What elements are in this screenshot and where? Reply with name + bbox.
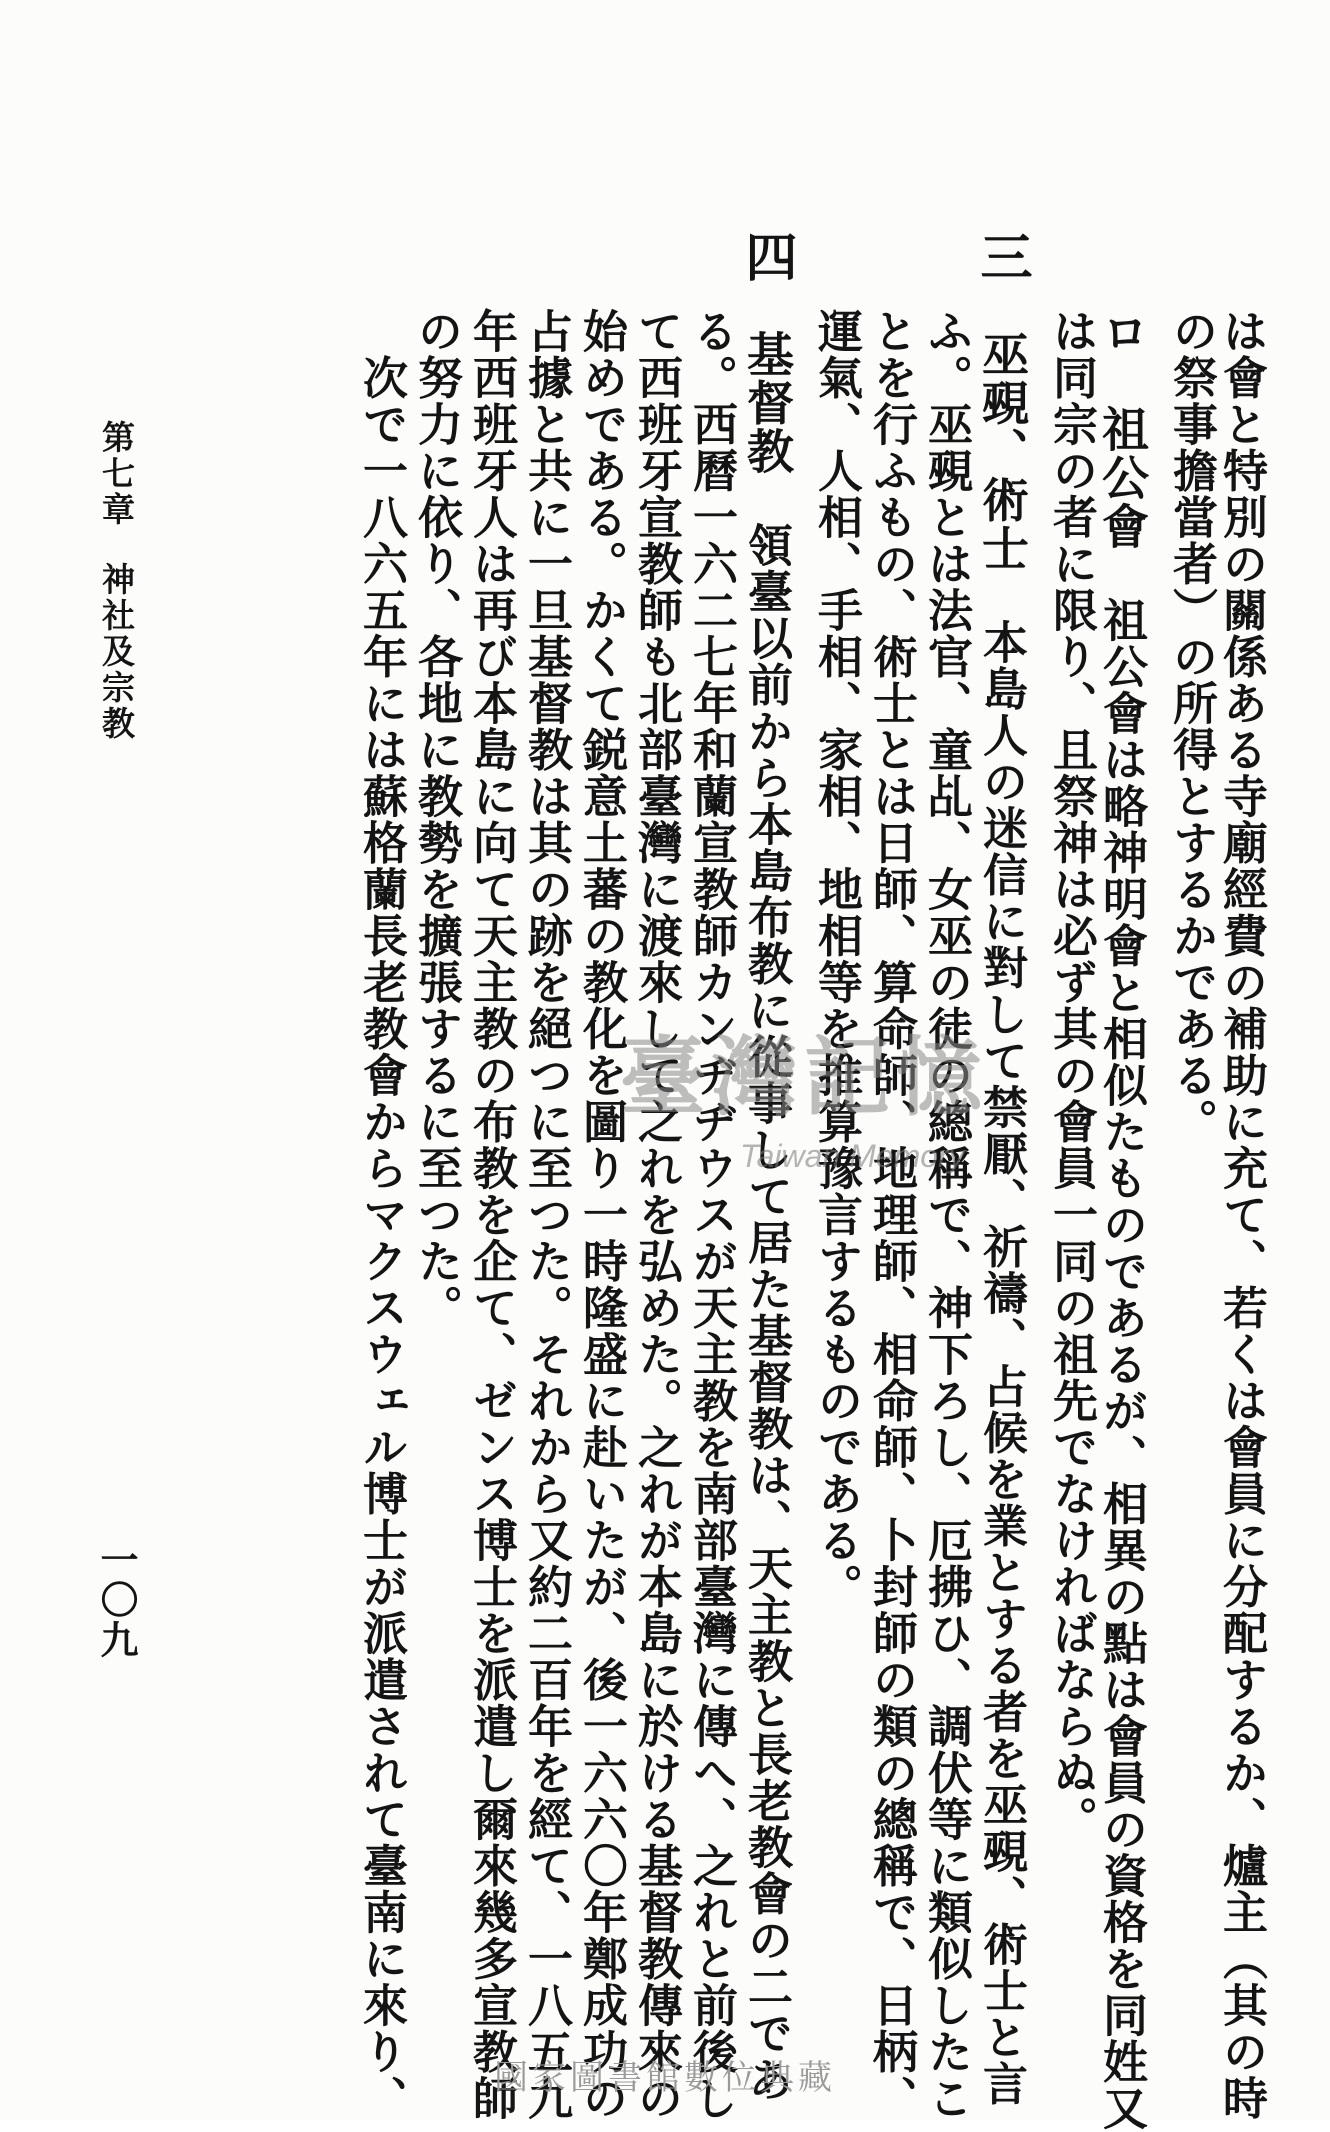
column-text: は同宗の者に限り、且祭神は必ず其の會員一同の祖先でなければならぬ。 <box>1045 308 1098 1843</box>
column-text: 領臺以前から本島布教に從事して居た基督教は、天主教と長老教會の二であ <box>740 522 793 2103</box>
text-column-4 <box>1045 308 1097 1843</box>
chapter-title: 神社及宗教 <box>97 562 136 742</box>
text-column-7 <box>865 308 917 2122</box>
column-text: 次で一八六五年には蘇格蘭長老教會からマクスウェル博士が派遣されて臺南に來り、 <box>355 354 408 2122</box>
column-text: の努力に依り、各地に教勢を擴張するに至つた。 <box>410 308 463 1331</box>
section-heading: 巫覡、術士 <box>974 330 1029 573</box>
column-text: ふ。巫覡とは法官、童乩、女巫の徒の總稱で、神下ろし、厄拂ひ、調伏等に類似したこ <box>920 308 973 2122</box>
chapter-label: 第七章 <box>97 420 136 528</box>
column-text: 年西班牙人は再び本島に向て天主教の布教を企て、ゼンス博士を派遣し爾來幾多宣教師 <box>465 308 518 2122</box>
section-heading: 基督教 <box>739 330 794 476</box>
column-text: 始めである。かくて鋭意土蕃の教化を圖り一時隆盛に赴いたが、後一六六〇年鄭成功の <box>575 308 628 2122</box>
column-text: 占據と共に一旦基督教は其の跡を絕つに至つた。それから又約二百年を經て、一八五九 <box>520 308 573 2122</box>
text-column-5 <box>971 230 1032 2107</box>
text-column-1 <box>1215 308 1267 2122</box>
watermark-english: Taiwan Memory <box>740 1138 965 1174</box>
text-column-16 <box>355 308 407 2122</box>
column-text: 祖公會は略神明會と相似たものであるが、相異の點は會員の資格を同姓又 <box>1095 597 1148 2132</box>
section-heading: ロ 祖公會 <box>1094 308 1149 551</box>
text-column-15 <box>410 308 462 1331</box>
text-column-10 <box>685 308 737 2122</box>
text-column-14 <box>465 308 517 2122</box>
column-text: る。西曆一六二七年和蘭宣教師カンヂヂウスが天主教を南部臺灣に傳へ、之れと前後し <box>685 308 738 2122</box>
column-text: 本島人の迷信に對して禁厭、祈禱、占候を業とする者を巫覡、術士と言 <box>975 619 1028 2107</box>
footer-credit: 國家圖書館數位典藏 <box>494 2058 836 2098</box>
column-text: て西班牙宣教師も北部臺灣に渡來して之れを弘めた。之れが本島に於ける基督教傳來の <box>630 308 683 2122</box>
text-column-2 <box>1165 308 1217 1145</box>
column-text: 運氣、人相、手相、家相、地相等を推算豫言するものである。 <box>810 308 863 1610</box>
text-column-8 <box>810 308 862 1610</box>
text-column-11 <box>630 308 682 2122</box>
text-column-6 <box>920 308 972 2122</box>
text-column-3 <box>1095 308 1147 2132</box>
watermark-chinese: 臺灣記憶 <box>620 1027 988 1128</box>
text-column-13 <box>520 308 572 2122</box>
page-number: 一〇九 <box>94 1540 139 1660</box>
text-column-9 <box>736 230 797 2103</box>
section-number: 四 <box>736 230 797 284</box>
column-text: とを行ふもの、術士とは日師、算命師、地理師、相命師、卜封師の類の總稱で、日柄、 <box>865 308 918 2122</box>
column-text: は會と特別の關係ある寺廟經費の補助に充て、若くは會員に分配するか、爐主（其の時 <box>1215 308 1268 2122</box>
running-head <box>92 420 136 742</box>
section-number: 三 <box>971 230 1032 284</box>
text-column-12 <box>575 308 627 2122</box>
column-text: の祭事擔當者）の所得とするかである。 <box>1165 308 1218 1145</box>
